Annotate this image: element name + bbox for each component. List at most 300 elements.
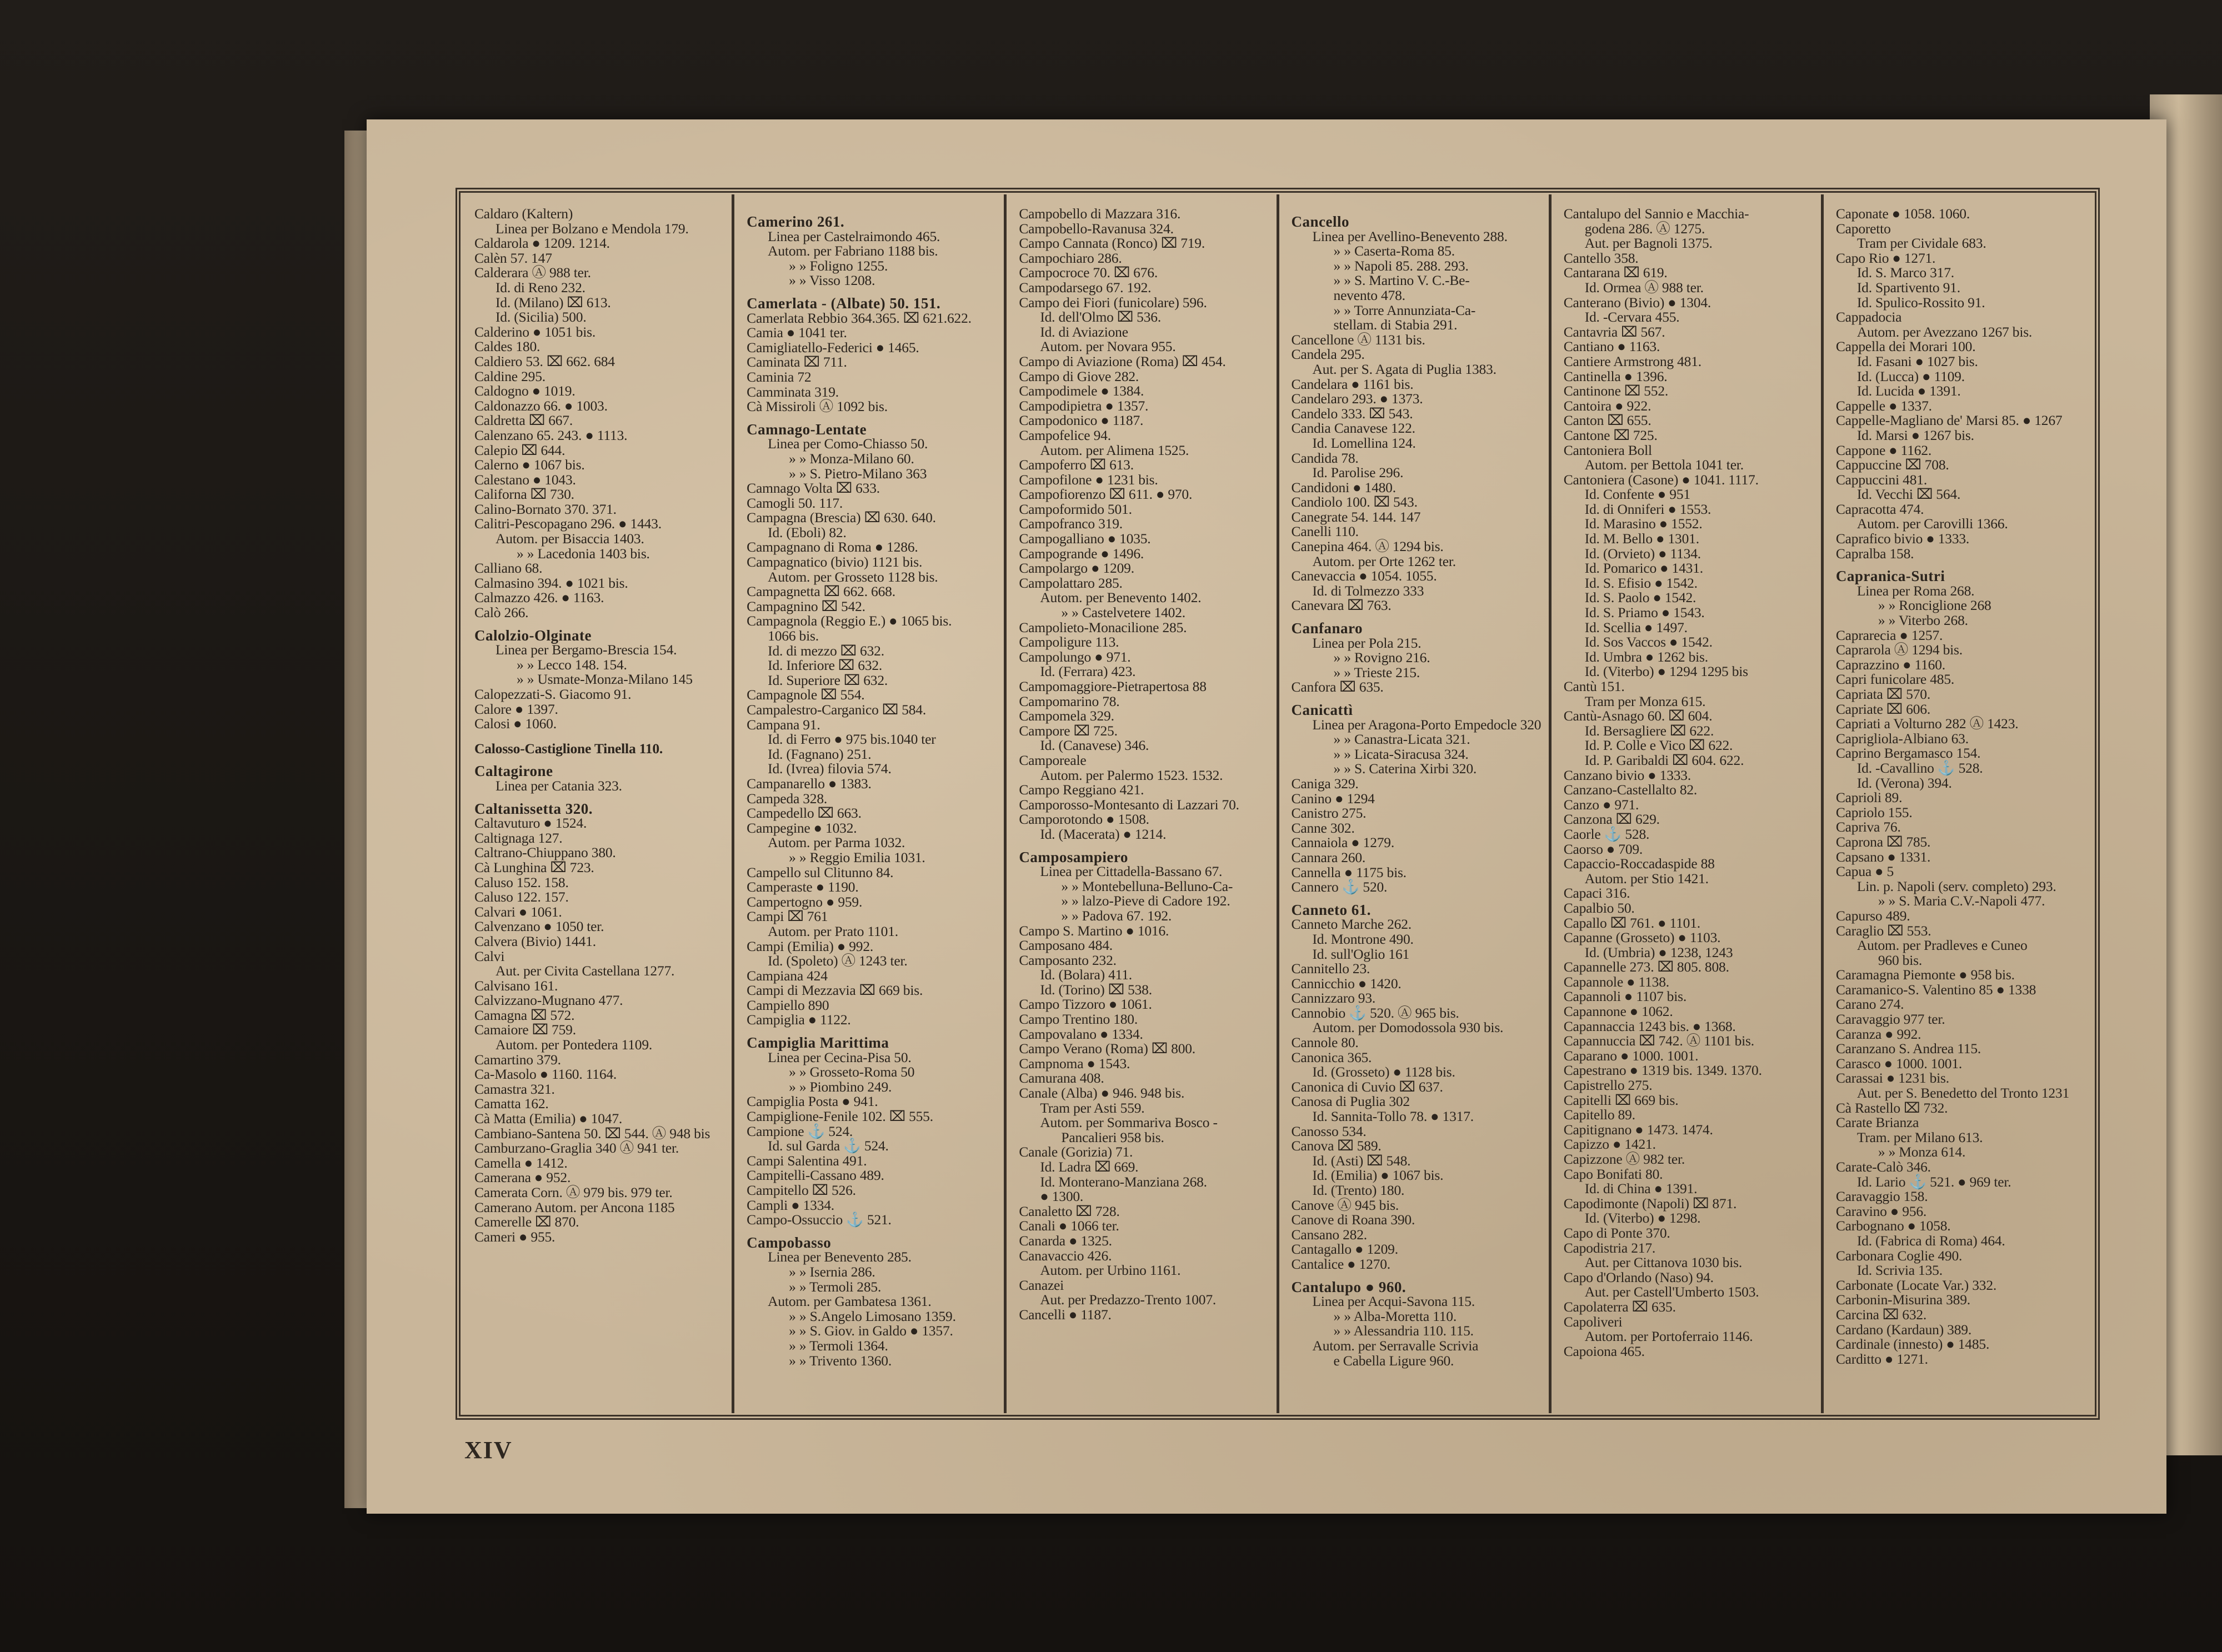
index-entry: Campeda 328.: [747, 790, 828, 807]
index-entry: Cappelle ● 1337.: [1835, 397, 1932, 414]
index-entry: Id. dell'Olmo ⌧ 536.: [1040, 309, 1162, 326]
index-entry: Carbonin-Misurina 389.: [1835, 1291, 1970, 1308]
index-entry: Linea per Acqui-Savona 115.: [1312, 1293, 1475, 1310]
index-entry: Autom. per Stio 1421.: [1584, 870, 1709, 887]
index-entry: Id. Sos Vaccos ● 1542.: [1584, 634, 1713, 650]
index-entry: Id. di Aviazione: [1040, 323, 1128, 340]
index-entry: Id. (Trento) 180.: [1312, 1182, 1405, 1198]
index-entry: Caltavuturo ● 1524.: [474, 815, 587, 832]
index-entry: Canfora ⌧ 635.: [1291, 679, 1384, 695]
index-entry: Caprino Bergamasco 154.: [1835, 745, 1981, 762]
index-entry: Autom. per Pradleves e Cuneo: [1856, 937, 2028, 954]
index-entry: Autom. per Avezzano 1267 bis.: [1856, 323, 2033, 340]
index-entry: Capo d'Orlando (Naso) 94.: [1563, 1269, 1714, 1285]
index-entry: Autom. per Pontedera 1109.: [496, 1037, 653, 1053]
index-entry: Id. (Grosseto) ● 1128 bis.: [1312, 1064, 1455, 1080]
index-entry: Calliano 68.: [474, 560, 543, 577]
index-entry: Californa ⌧ 730.: [474, 486, 574, 503]
index-entry: Calderino ● 1051 bis.: [474, 323, 596, 340]
index-entry: Camerano Autom. per Ancona 1185: [474, 1199, 675, 1215]
index-entry: Capolaterra ⌧ 635.: [1563, 1298, 1676, 1315]
index-entry: Caramanico-S. Valentino 85 ● 1338: [1835, 981, 2036, 998]
index-entry: Id. Parolise 296.: [1312, 464, 1404, 481]
index-entry: Cannero ⚓ 520.: [1291, 879, 1388, 895]
column-3: [1007, 194, 1279, 1413]
index-entry: Calitri-Pescopagano 296. ● 1443.: [474, 515, 662, 532]
index-entry: Candidoni ● 1480.: [1291, 479, 1396, 495]
index-entry: Campiglione-Fenile 102. ⌧ 555.: [747, 1108, 933, 1125]
index-entry: Autom. per Parma 1032.: [768, 834, 905, 851]
index-entry: Carditto ● 1271.: [1835, 1350, 1928, 1367]
index-entry: Candiolo 100. ⌧ 543.: [1291, 494, 1418, 510]
index-entry: Canale (Alba) ● 946. 948 bis.: [1019, 1085, 1185, 1102]
index-entry: Canicattì: [1291, 702, 1353, 718]
index-entry: Caluso 122. 157.: [474, 889, 569, 905]
index-entry: Caravaggio 977 ter.: [1835, 1011, 1945, 1028]
index-entry: Autom. per Domodossola 930 bis.: [1312, 1019, 1504, 1036]
index-entry: Campi ⌧ 761: [747, 908, 828, 925]
index-entry: Cà Lunghina ⌧ 723.: [474, 859, 594, 875]
index-entry: Id. di China ● 1391.: [1584, 1180, 1698, 1197]
index-entry: Capo Bonifati 80.: [1563, 1165, 1663, 1182]
index-entry: Campegine ● 1032.: [747, 819, 857, 836]
index-entry: Cà Rastello ⌧ 732.: [1835, 1099, 1948, 1116]
index-entry: Canton ⌧ 655.: [1563, 412, 1652, 429]
index-entry: Capannole ● 1138.: [1563, 973, 1669, 990]
index-entry: Id. Ormea Ⓐ 988 ter.: [1584, 279, 1704, 296]
index-entry: Campertogno ● 959.: [747, 893, 863, 910]
index-entry: » » Alessandria 110. 115.: [1333, 1323, 1474, 1339]
index-entry: Candelaro 293. ● 1373.: [1291, 391, 1423, 407]
index-entry: Id. P. Garibaldi ⌧ 604. 622.: [1584, 752, 1744, 768]
index-entry: Autom. per Bettola 1041 ter.: [1584, 457, 1744, 473]
index-entry: Calvari ● 1061.: [474, 903, 562, 920]
index-entry: » » Castelvetere 1402.: [1061, 604, 1185, 621]
index-entry: Calenzano 65. 243. ● 1113.: [474, 427, 628, 443]
index-entry: Cannaiola ● 1279.: [1291, 834, 1395, 851]
index-entry: Camnago Volta ⌧ 633.: [747, 480, 880, 497]
index-entry: » » Usmate-Monza-Milano 145: [517, 671, 693, 688]
index-entry: Capannone ● 1062.: [1563, 1003, 1673, 1020]
index-entry: Capallo ⌧ 761. ● 1101.: [1563, 914, 1700, 931]
index-entry: » » Termoli 1364.: [789, 1337, 888, 1354]
index-entry: Caltrano-Chiuppano 380.: [474, 844, 616, 861]
index-entry: Camnago-Lentate: [747, 420, 867, 438]
index-entry: Id. (Orvieto) ● 1134.: [1584, 545, 1701, 562]
index-entry: Caldogno ● 1019.: [474, 383, 575, 399]
index-entry: ● 1300.: [1040, 1188, 1084, 1205]
index-entry: Id. -Cavallino ⚓ 528.: [1856, 759, 1983, 776]
index-entry: Carassai ● 1231 bis.: [1835, 1070, 1949, 1087]
index-entry: e Cabella Ligure 960.: [1333, 1352, 1454, 1369]
index-entry: Campocroce 70. ⌧ 676.: [1019, 264, 1158, 281]
index-entry: Campalestro-Carganico ⌧ 584.: [747, 702, 927, 718]
index-entry: Caldine 295.: [474, 368, 546, 384]
index-entry: Cardinale (innesto) ● 1485.: [1835, 1336, 1990, 1353]
index-entry: Campitelli-Cassano 489.: [747, 1167, 884, 1184]
index-entry: Linea per Bolzano e Mendola 179.: [496, 220, 689, 237]
index-entry: Camburzano-Graglia 340 Ⓐ 941 ter.: [474, 1140, 679, 1157]
index-entry: Camogli 50. 117.: [747, 494, 843, 511]
index-entry: Campolargo ● 1209.: [1019, 560, 1134, 577]
index-entry: Id. Superiore ⌧ 632.: [768, 672, 888, 688]
column-4: [1279, 194, 1552, 1413]
index-entry: Calino-Bornato 370. 371.: [474, 500, 617, 517]
index-entry: Cannobio ⚓ 520. Ⓐ 965 bis.: [1291, 1004, 1459, 1021]
index-entry: Cantone ⌧ 725.: [1563, 427, 1658, 443]
index-entry: Cà Matta (Emilia) ● 1047.: [474, 1110, 623, 1127]
index-entry: Camastra 321.: [474, 1080, 555, 1097]
index-entry: Capalbio 50.: [1563, 899, 1635, 916]
index-entry: Caranzano S. Andrea 115.: [1835, 1040, 1981, 1057]
index-entry: Campiello 890: [747, 997, 829, 1013]
index-entry: Camerino 261.: [747, 213, 845, 230]
index-entry: Ca-Masolo ● 1160. 1164.: [474, 1066, 617, 1083]
index-entry: Carano 274.: [1835, 996, 1904, 1013]
index-entry: Cannella ● 1175 bis.: [1291, 864, 1407, 880]
index-entry: Capo di Ponte 370.: [1563, 1224, 1670, 1241]
index-entry: Id. (Umbria) ● 1238, 1243: [1584, 944, 1733, 960]
index-entry: Caldiero 53. ⌧ 662. 684: [474, 353, 615, 369]
index-entry: Candelara ● 1161 bis.: [1291, 376, 1414, 392]
index-entry: Campore ⌧ 725.: [1019, 722, 1118, 739]
index-entry: Id. Lomellina 124.: [1312, 434, 1416, 451]
index-entry: » » S. Maria C.V.-Napoli 477.: [1878, 893, 2045, 909]
index-entry: Id. (Viterbo) ● 1298.: [1584, 1210, 1701, 1227]
index-entry: Campiglia Posta ● 941.: [747, 1093, 878, 1110]
index-entry: Candela 295.: [1291, 346, 1365, 363]
index-entry: Id. S. Paolo ● 1542.: [1584, 589, 1696, 606]
index-entry: » » Termoli 285.: [789, 1278, 882, 1295]
index-entry: » » Canastra-Licata 321.: [1333, 731, 1470, 748]
index-entry: Id. di Reno 232.: [496, 279, 585, 296]
index-entry: Campomarino 78.: [1019, 693, 1120, 709]
index-entry: Camerlata Rebbio 364.365. ⌧ 621.622.: [747, 309, 972, 326]
index-entry: Capannoli ● 1107 bis.: [1563, 988, 1687, 1005]
index-entry: Campogrande ● 1496.: [1019, 545, 1144, 562]
index-entry: Cappadocia: [1835, 309, 1902, 326]
index-entry: » » Reggio Emilia 1031.: [789, 849, 925, 865]
index-entry: Capodimonte (Napoli) ⌧ 871.: [1563, 1195, 1737, 1212]
index-entry: Caprazzino ● 1160.: [1835, 656, 1945, 673]
index-entry: Capoiona 465.: [1563, 1343, 1645, 1359]
index-entry: » » Licata-Siracusa 324.: [1333, 745, 1469, 762]
index-entry: Id. (Ivrea) filovia 574.: [768, 760, 892, 777]
index-entry: Campofranco 319.: [1019, 515, 1123, 532]
index-entry: Canepina 464. Ⓐ 1294 bis.: [1291, 538, 1444, 555]
index-entry: Id. M. Bello ● 1301.: [1584, 530, 1699, 547]
index-entry: Caminia 72: [747, 368, 812, 385]
index-entry: Caraglio ⌧ 553.: [1835, 922, 1931, 939]
index-entry: Tram per Asti 559.: [1040, 1099, 1145, 1116]
index-entry: Caldes 180.: [474, 338, 541, 355]
index-entry: Camporotondo ● 1508.: [1019, 811, 1149, 828]
index-entry: Caranza ● 992.: [1835, 1025, 1921, 1042]
index-entry: Cappella dei Morari 100.: [1835, 338, 1976, 355]
index-entry: Cambiano-Santena 50. ⌧ 544. Ⓐ 948 bis: [474, 1125, 710, 1142]
index-entry: Autom. per Alimena 1525.: [1040, 442, 1189, 458]
index-entry: Capizzone Ⓐ 982 ter.: [1563, 1151, 1685, 1167]
index-entry: Camatta 162.: [474, 1095, 549, 1112]
index-entry: Camurana 408.: [1019, 1070, 1104, 1087]
index-entry: Campagnano di Roma ● 1286.: [747, 539, 918, 555]
index-entry: Canazei: [1019, 1276, 1064, 1293]
index-entry: » » Piombino 249.: [789, 1078, 892, 1095]
index-entry: Aut. per S. Benedetto del Tronto 1231: [1856, 1085, 2070, 1102]
index-entry: Camminata 319.: [747, 383, 839, 400]
index-entry: Id. Bersagliere ⌧ 622.: [1584, 722, 1714, 739]
index-entry: Caprafico bivio ● 1333.: [1835, 530, 1970, 547]
index-entry: Campo di Aviazione (Roma) ⌧ 454.: [1019, 353, 1226, 369]
index-entry: » » Viterbo 268.: [1878, 612, 1968, 629]
index-entry: » » Montebelluna-Belluno-Ca-: [1061, 878, 1233, 894]
index-entry: Cappone ● 1162.: [1835, 442, 1932, 458]
index-entry: Linea per Bergamo-Brescia 154.: [496, 642, 677, 658]
index-entry: Calepio ⌧ 644.: [474, 442, 565, 458]
index-entry: Autom. per Bisaccia 1403.: [496, 530, 644, 547]
index-entry: Capannuccia ⌧ 742. Ⓐ 1101 bis.: [1563, 1033, 1754, 1049]
index-entry: Id. Ladra ⌧ 669.: [1040, 1159, 1139, 1175]
index-entry: Camella ● 1412.: [474, 1154, 568, 1171]
index-entry: Caldaro (Kaltern): [474, 206, 573, 222]
column-5: [1552, 194, 1824, 1413]
index-entry: » » Lecco 148. 154.: [517, 656, 627, 673]
index-entry: Capranica-Sutri: [1835, 568, 1945, 585]
index-entry: Caprioli 89.: [1835, 789, 1903, 806]
index-entry: Cancellone Ⓐ 1131 bis.: [1291, 331, 1425, 348]
index-entry: Linea per Pola 215.: [1312, 634, 1422, 651]
index-entry: Cantavria ⌧ 567.: [1563, 323, 1665, 340]
index-entry: Linea per Catania 323.: [496, 777, 622, 794]
index-entry: Canevaccia ● 1054. 1055.: [1291, 568, 1437, 584]
index-entry: Id. Scrivia 135.: [1856, 1262, 1943, 1279]
index-entry: Campolungo ● 971.: [1019, 648, 1131, 665]
index-entry: Caltignaga 127.: [474, 829, 563, 846]
index-entry: Calopezzati-S. Giacomo 91.: [474, 686, 632, 702]
index-entry: Linea per Castelraimondo 465.: [768, 228, 940, 244]
index-entry: Id. (Eboli) 82.: [768, 524, 847, 540]
index-entry: Canneto 61.: [1291, 901, 1372, 918]
index-entry: Autom. per Novara 955.: [1040, 338, 1176, 355]
index-entry: Caorso ● 709.: [1563, 840, 1643, 857]
index-entry: Autom. per Carovilli 1366.: [1856, 515, 2008, 532]
index-entry: Campodimele ● 1384.: [1019, 383, 1144, 399]
index-entry: Caldretta ⌧ 667.: [474, 412, 573, 429]
index-entry: Cappuccini 481.: [1835, 471, 1927, 488]
index-entry: Autom. per Benevento 1402.: [1040, 589, 1202, 606]
page-number: XIV: [464, 1436, 513, 1464]
index-entry: Id. S. Efisio ● 1542.: [1584, 574, 1698, 591]
index-entry: Cannole 80.: [1291, 1034, 1359, 1051]
index-entry: Campodonico ● 1187.: [1019, 412, 1144, 429]
index-entry: Carbonate (Locate Var.) 332.: [1835, 1276, 1997, 1293]
index-entry: Calò 266.: [474, 604, 529, 621]
index-entry: Camerana ● 952.: [474, 1169, 571, 1186]
index-entry: Campoferro ⌧ 613.: [1019, 457, 1134, 473]
index-entry: Id. Spulico-Rossito 91.: [1856, 294, 1985, 311]
index-entry: Capo Rio ● 1271.: [1835, 249, 1936, 266]
index-entry: Capsano ● 1331.: [1835, 848, 1931, 865]
index-entry: Id. (Milano) ⌧ 613.: [496, 294, 611, 311]
index-entry: Cantiano ● 1163.: [1563, 338, 1660, 355]
index-entry: Campolattaro 285.: [1019, 574, 1123, 591]
index-entry: Camia ● 1041 ter.: [747, 324, 847, 341]
index-entry: Lin. p. Napoli (serv. completo) 293.: [1856, 878, 2056, 894]
index-entry: Calestano ● 1043.: [474, 471, 576, 488]
index-entry: » » Monza 614.: [1878, 1144, 1966, 1160]
index-entry: 1066 bis.: [768, 628, 819, 644]
column-2: [734, 194, 1007, 1413]
index-entry: Caluso 152. 158.: [474, 874, 569, 890]
index-entry: Cappelle-Magliano de' Marsi 85. ● 1267: [1835, 412, 2063, 429]
index-entry: Cantarana ⌧ 619.: [1563, 264, 1668, 281]
index-entry: Caravino ● 956.: [1835, 1203, 1927, 1219]
index-entry: Capoliveri: [1563, 1313, 1623, 1330]
index-entry: Id. di Ferro ● 975 bis.1040 ter: [768, 731, 936, 748]
index-entry: Calèn 57. 147: [474, 249, 552, 266]
index-entry: Capriva 76.: [1835, 819, 1901, 835]
index-entry: Canonica di Cuvio ⌧ 637.: [1291, 1078, 1443, 1095]
index-entry: Carbonara Coglie 490.: [1835, 1247, 1963, 1264]
index-entry: » » S. Pietro-Milano 363: [789, 465, 927, 482]
index-entry: Campo Tizzoro ● 1061.: [1019, 996, 1152, 1013]
index-entry: Id. Pomarico ● 1431.: [1584, 560, 1703, 577]
index-entry: Cantù-Asnago 60. ⌧ 604.: [1563, 708, 1713, 724]
index-entry: Cà Missiroli Ⓐ 1092 bis.: [747, 398, 888, 415]
index-entry: Id. di Onniferi ● 1553.: [1584, 500, 1711, 517]
index-entry: Capanne (Grosseto) ● 1103.: [1563, 929, 1721, 946]
index-entry: » » Ronciglione 268: [1878, 597, 1991, 614]
index-entry: Capitignano ● 1473. 1474.: [1563, 1121, 1713, 1138]
index-entry: Autom. per Urbino 1161.: [1040, 1262, 1181, 1279]
index-entry: Autom. per Sommariva Bosco -: [1040, 1114, 1218, 1131]
index-entry: Linea per Roma 268.: [1856, 582, 1975, 599]
index-entry: Camartino 379.: [474, 1051, 561, 1068]
index-entry: » » Grosseto-Roma 50: [789, 1064, 915, 1080]
index-entry: Canarda ● 1325.: [1019, 1232, 1112, 1249]
index-entry: Autom. per Fabriano 1188 bis.: [768, 243, 938, 259]
index-entry: Caprigliola-Albiano 63.: [1835, 730, 1969, 747]
index-entry: Cannicchio ● 1420.: [1291, 975, 1402, 992]
index-entry: Autom. per Gambatesa 1361.: [768, 1293, 932, 1310]
index-entry: Carasco ● 1000. 1001.: [1835, 1055, 1963, 1072]
index-entry: Campana 91.: [747, 716, 820, 733]
index-entry: Campitello ⌧ 526.: [747, 1182, 856, 1198]
index-entry: Campofiorenzo ⌧ 611. ● 970.: [1019, 486, 1193, 503]
index-entry: Cannizzaro 93.: [1291, 990, 1376, 1007]
index-entry: » » lalzo-Pieve di Cadore 192.: [1061, 893, 1230, 909]
index-entry: Canosso 534.: [1291, 1123, 1367, 1139]
index-entry: Capodistria 217.: [1563, 1239, 1656, 1256]
index-entry: Capri funicolare 485.: [1835, 671, 1955, 688]
index-entry: Linea per Cittadella-Bassano 67.: [1040, 863, 1223, 880]
index-entry: Linea per Como-Chiasso 50.: [768, 435, 928, 452]
index-entry: Aut. per Bagnoli 1375.: [1584, 235, 1713, 252]
index-entry: Capralba 158.: [1835, 545, 1914, 562]
index-entry: Canonica 365.: [1291, 1049, 1372, 1065]
index-entry: Capestrano ● 1319 bis. 1349. 1370.: [1563, 1062, 1762, 1079]
index-entry: Aut. per S. Agata di Puglia 1383.: [1312, 361, 1497, 377]
index-entry: Id. (Spoleto) Ⓐ 1243 ter.: [768, 953, 908, 969]
index-entry: Caltanissetta 320.: [474, 800, 593, 817]
index-entry: Candida 78.: [1291, 449, 1359, 466]
index-entry: Cantù 151.: [1563, 678, 1625, 694]
index-entry: Id. Inferiore ⌧ 632.: [768, 657, 883, 674]
index-entry: Campo S. Martino ● 1016.: [1019, 922, 1169, 939]
index-entry: Campoformido 501.: [1019, 500, 1132, 517]
index-entry: Aut. per Civita Castellana 1277.: [496, 963, 675, 979]
index-entry: Caprarola Ⓐ 1294 bis.: [1835, 642, 1963, 658]
index-entry: Id. di Tolmezzo 333: [1312, 582, 1424, 599]
index-entry: Calmazzo 426. ● 1163.: [474, 589, 604, 606]
index-entry: Campo di Giove 282.: [1019, 368, 1139, 384]
index-entry: Id. S. Marco 317.: [1856, 264, 1954, 281]
index-entry: » » S.Angelo Limosano 1359.: [789, 1308, 956, 1324]
index-entry: Calvenzano ● 1050 ter.: [474, 918, 604, 935]
index-entry: Id. (Viterbo) ● 1294 1295 bis: [1584, 663, 1748, 680]
index-entry: Campagnetta ⌧ 662. 668.: [747, 583, 895, 600]
index-entry: Canzano-Castellalto 82.: [1563, 782, 1698, 798]
index-entry: Tram. per Milano 613.: [1856, 1129, 1983, 1145]
index-entry: Caprarecia ● 1257.: [1835, 627, 1943, 643]
index-entry: Canale (Gorizia) 71.: [1019, 1144, 1133, 1160]
index-entry: Campagnino ⌧ 542.: [747, 598, 865, 614]
index-entry: Campofilone ● 1231 bis.: [1019, 471, 1158, 488]
index-entry: Caminata ⌧ 711.: [747, 354, 847, 371]
index-entry: Campiglia ● 1122.: [747, 1012, 851, 1028]
index-entry: Id. (Lucca) ● 1109.: [1856, 368, 1965, 384]
index-entry: Canzona ⌧ 629.: [1563, 811, 1660, 828]
index-entry: Id. Montrone 490.: [1312, 930, 1414, 947]
index-entry: Caldonazzo 66. ● 1003.: [474, 397, 608, 414]
index-entry: Campagna (Brescia) ⌧ 630. 640.: [747, 509, 936, 526]
index-entry: Campochiaro 286.: [1019, 249, 1122, 266]
index-entry: Autom. per Grosseto 1128 bis.: [768, 568, 938, 585]
index-entry: Cantinone ⌧ 552.: [1563, 383, 1669, 399]
index-entry: godena 286. Ⓐ 1275.: [1584, 220, 1705, 237]
index-entry: Cancelli ● 1187.: [1019, 1306, 1112, 1323]
index-entry: Campo-Ossuccio ⚓ 521.: [747, 1212, 892, 1228]
index-entry: Camerlata - (Albate) 50. 151.: [747, 294, 941, 312]
index-entry: Canino ● 1294: [1291, 790, 1375, 807]
index-entry: Campodipietra ● 1357.: [1019, 397, 1149, 414]
index-entry: Id. Fasani ● 1027 bis.: [1856, 353, 1978, 369]
index-entry: Camagna ⌧ 572.: [474, 1007, 575, 1023]
index-entry: Canali ● 1066 ter.: [1019, 1218, 1119, 1234]
index-entry: » » Napoli 85. 288. 293.: [1333, 257, 1469, 274]
index-entry: Canneto Marche 262.: [1291, 916, 1412, 933]
index-entry: Id. Vecchi ⌧ 564.: [1856, 486, 1961, 503]
index-entry: » » Visso 1208.: [789, 272, 875, 289]
index-entry: Carate-Calò 346.: [1835, 1159, 1931, 1175]
index-entry: Campodarsego 67. 192.: [1019, 279, 1152, 296]
index-entry: Camerelle ⌧ 870.: [474, 1214, 579, 1230]
index-entry: Campi di Mezzavia ⌧ 669 bis.: [747, 982, 923, 999]
index-entry: Campagnola (Reggio E.) ● 1065 bis.: [747, 613, 952, 629]
index-entry: Id. Marsi ● 1267 bis.: [1856, 427, 1974, 443]
index-entry: Carate Brianza: [1835, 1114, 1919, 1131]
index-entry: Aut. per Castell'Umberto 1503.: [1584, 1284, 1759, 1300]
index-entry: Linea per Avellino-Benevento 288.: [1312, 228, 1508, 244]
index-entry: Camporeale: [1019, 752, 1087, 768]
index-entry: Caravaggio 158.: [1835, 1188, 1928, 1205]
index-entry: Campoligure 113.: [1019, 634, 1119, 650]
index-entry: Id. Sannita-Tollo 78. ● 1317.: [1312, 1108, 1474, 1125]
index-entry: Capaccio-Roccadaspide 88: [1563, 855, 1715, 872]
index-entry: Pancalieri 958 bis.: [1061, 1129, 1164, 1145]
index-entry: Cantalupo del Sannio e Macchia-: [1563, 206, 1749, 222]
index-entry: Canove di Roana 390.: [1291, 1212, 1415, 1228]
